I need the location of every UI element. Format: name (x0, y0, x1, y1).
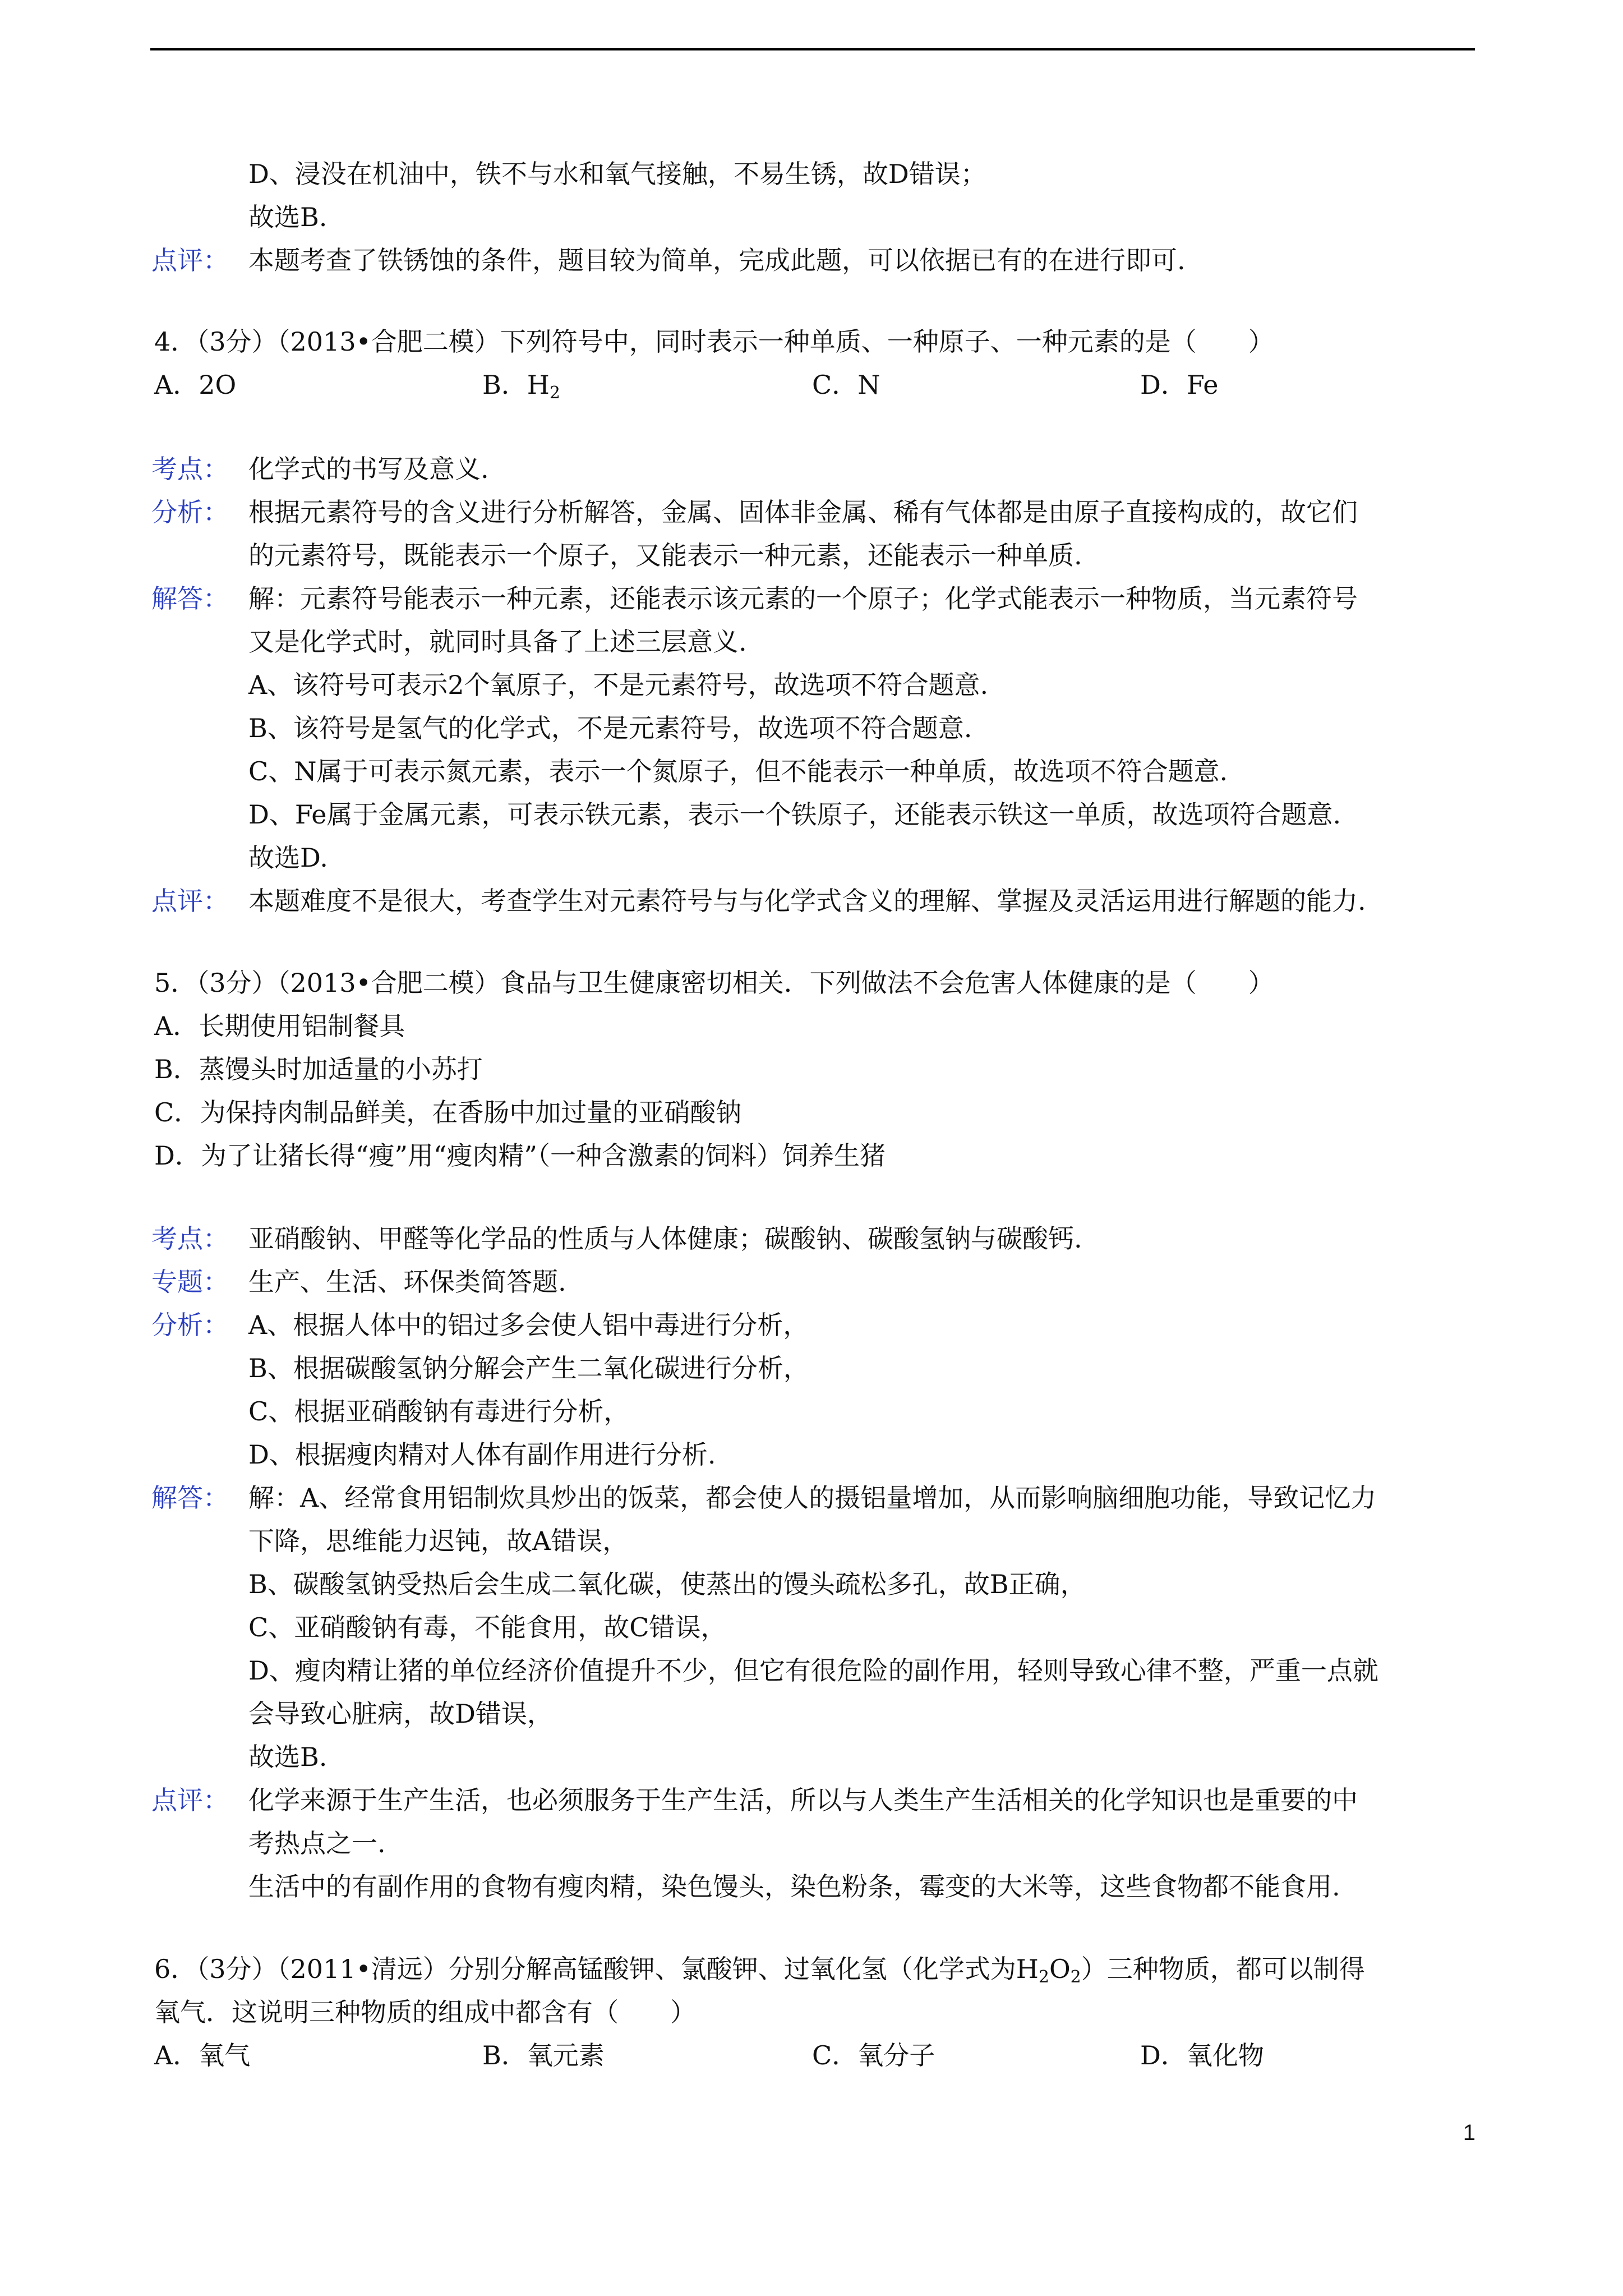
q4-dianping-label: 点评： (151, 886, 229, 916)
q4-fenxi-line: 根据元素符号的含义进行分析解答，金属、固体非金属、稀有气体都是由原子直接构成的，故它们 (248, 497, 1358, 527)
q4-jieda-line: A、该符号可表示2个氧原子，不是元素符号，故选项不符合题意. (248, 670, 989, 700)
q4-kaodian-label: 考点： (151, 454, 229, 484)
q5-dianping-label: 点评： (151, 1785, 229, 1815)
q5-jieda-line: D、瘦肉精让猪的单位经济价值提升不少，但它有很危险的副作用，轻则导致心律不整，严重一点就 (248, 1655, 1378, 1686)
q4-jieda-line: B、该符号是氢气的化学式，不是元素符号，故选项不符合题意. (248, 713, 972, 743)
q5-jieda-line: 故选B. (248, 1742, 328, 1772)
q6-stem-line2: 氧气．这说明三种物质的组成中都含有（ ） (154, 1997, 696, 2027)
q5-zhuanti: 生产、生活、环保类简答题. (248, 1267, 566, 1297)
q3-option-d-line: D、浸没在机油中，铁不与水和氧气接触，不易生锈，故D错误； (248, 159, 986, 189)
q5-jieda-line: B、碳酸氢钠受热后会生成二氧化碳，使蒸出的馒头疏松多孔，故B正确， (248, 1569, 1086, 1599)
header-rule (150, 48, 1475, 50)
q4-jieda-label: 解答： (151, 583, 229, 614)
q4-fenxi-label: 分析： (151, 497, 229, 527)
q5-fenxi-line: D、根据瘦肉精对人体有副作用进行分析. (248, 1439, 716, 1470)
q6-option-a: A．氧气 (154, 2040, 251, 2070)
q5-jieda-label: 解答： (151, 1483, 229, 1513)
q5-zhuanti-label: 专题： (151, 1267, 229, 1297)
page-number: 1 (1463, 2120, 1476, 2145)
q4-jieda-line: 解：元素符号能表示一种元素，还能表示该元素的一个原子；化学式能表示一种物质，当元素符号 (248, 583, 1358, 614)
q5-fenxi-line: B、根据碳酸氢钠分解会产生二氧化碳进行分析， (248, 1353, 809, 1383)
q5-fenxi-label: 分析： (151, 1310, 229, 1340)
q4-option-d: D．Fe (1140, 370, 1219, 400)
q4-option-a: A．2O (154, 370, 237, 400)
q6-option-c: C．氧分子 (812, 2040, 935, 2070)
q3-comment: 本题考查了铁锈蚀的条件，题目较为简单，完成此题，可以依据已有的在进行即可. (248, 245, 1186, 275)
q5-option-d: D．为了让猪长得“瘦”用“瘦肉精”（一种含激素的饲料）饲养生猪 (154, 1140, 886, 1171)
q5-stem: 5．（3分）（2013•合肥二模）食品与卫生健康密切相关．下列做法不会危害人体健康的是（ ） (154, 968, 1274, 998)
q4-jieda-line: 故选D. (248, 843, 328, 873)
q5-dianping-line: 考热点之一. (248, 1828, 386, 1858)
q5-dianping-line: 化学来源于生产生活，也必须服务于生产生活，所以与人类生产生活相关的化学知识也是重要的中 (248, 1785, 1358, 1815)
q5-jieda-line: C、亚硝酸钠有毒，不能食用，故C错误， (248, 1612, 727, 1642)
q4-jieda-line: 又是化学式时，就同时具备了上述三层意义. (248, 627, 747, 657)
q6-stem-line1: 6．（3分）（2011•清远）分别分解高锰酸钾、氯酸钾、过氧化氢（化学式为$H_2O_2$）三种物质，都可以制得 (154, 1954, 1365, 1987)
q4-jieda-line: D、Fe属于金属元素，可表示铁元素，表示一个铁原子，还能表示铁这一单质，故选项符合题意. (248, 799, 1341, 830)
q4-option-b: B．$H_2$ (482, 370, 561, 403)
q4-kaodian: 化学式的书写及意义. (248, 454, 489, 484)
q3-answer: 故选B. (248, 202, 328, 232)
q5-kaodian: 亚硝酸钠、甲醛等化学品的性质与人体健康；碳酸钠、碳酸氢钠与碳酸钙. (248, 1223, 1082, 1254)
q5-fenxi-line: C、根据亚硝酸钠有毒进行分析， (248, 1396, 630, 1427)
q5-option-c: C．为保持肉制品鲜美，在香肠中加过量的亚硝酸钠 (154, 1097, 742, 1128)
q6-option-b: B．氧元素 (482, 2040, 605, 2070)
q4-option-c: C．N (812, 370, 880, 400)
q5-jieda-line: 会导致心脏病，故D错误， (248, 1699, 553, 1729)
q4-jieda-line: C、N属于可表示氮元素，表示一个氮原子，但不能表示一种单质，故选项不符合题意. (248, 756, 1228, 786)
q5-fenxi-line: A、根据人体中的铝过多会使人铝中毒进行分析， (248, 1310, 809, 1340)
q3-comment-label: 点评： (151, 245, 229, 275)
q4-dianping: 本题难度不是很大，考查学生对元素符号与与化学式含义的理解、掌握及灵活运用进行解题的能力. (248, 886, 1366, 916)
q4-stem: 4．（3分）（2013•合肥二模）下列符号中，同时表示一种单质、一种原子、一种元素的是（ ） (154, 326, 1274, 357)
q5-option-a: A．长期使用铝制餐具 (154, 1011, 405, 1041)
q5-dianping-line: 生活中的有副作用的食物有瘦肉精，染色馒头，染色粉条，霉变的大米等，这些食物都不能食用. (248, 1871, 1340, 1902)
q5-kaodian-label: 考点： (151, 1223, 229, 1254)
q4-fenxi-line: 的元素符号，既能表示一个原子，又能表示一种元素，还能表示一种单质. (248, 540, 1082, 570)
q5-option-b: B．蒸馒头时加适量的小苏打 (154, 1054, 483, 1084)
q5-jieda-line: 下降，思维能力迟钝，故A错误， (248, 1526, 629, 1556)
q5-jieda-line: 解：A、经常食用铝制炊具炒出的饭菜，都会使人的摄铝量增加，从而影响脑细胞功能，导致记忆力 (248, 1483, 1377, 1513)
q6-option-d: D．氧化物 (1140, 2040, 1264, 2070)
